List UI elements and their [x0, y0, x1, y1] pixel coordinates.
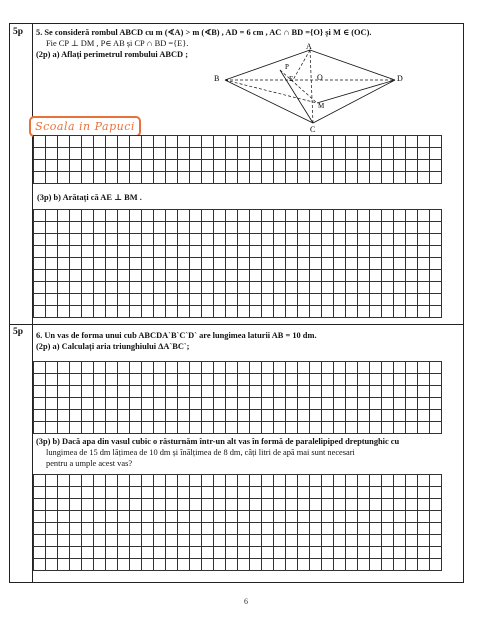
label-C: C	[310, 125, 316, 134]
ex6-part-b-line1: (3p) b) Dacă apa din vasul cubic o răsturnăm într-un alt vas în formă de paralelipiped dreptunghic cu	[36, 437, 400, 446]
label-E: E	[289, 75, 294, 83]
label-D: D	[397, 74, 403, 83]
ex5-statement-line1: 5. Se consideră rombul ABCD cu m (∢A) > m (∢B) , AD = 6 cm , AC ∩ BD ={O} și M ∈ (OC).	[36, 28, 372, 37]
label-A: A	[306, 42, 312, 51]
ex5-part-b: (3p) b) Arătați că AE ⊥ BM .	[37, 193, 142, 202]
rhombus-figure	[205, 40, 420, 140]
answer-grid-6a[interactable]	[33, 361, 442, 434]
page-number: 6	[244, 597, 248, 606]
ex6-part-b-line2: lungimea de 15 dm lățimea de 10 dm și înălțimea de 8 dm, câți litri de apă mai sunt necesari	[46, 448, 355, 457]
ex5-part-a: (2p) a) Aflați perimetrul rombului ABCD ;	[36, 50, 188, 59]
ex5-statement-line2: Fie CP ⊥ DM , P∈ AB și CP ∩ BD ={E}.	[46, 39, 189, 48]
answer-grid-6b[interactable]	[33, 474, 442, 571]
answer-grid-5a[interactable]	[33, 135, 442, 184]
points-column	[10, 24, 33, 582]
label-B: B	[214, 74, 220, 83]
ex6-part-a: (2p) a) Calculați aria triunghiului ΔA`BC`;	[36, 342, 190, 351]
answer-grid-5b[interactable]	[33, 209, 442, 318]
exercise-divider	[10, 324, 463, 325]
watermark-stamp: Scoala in Papuci	[29, 116, 141, 137]
label-P: P	[285, 63, 289, 71]
ex6-part-b-line3: pentru a umple acest vas?	[46, 459, 133, 468]
label-O: O	[317, 73, 323, 82]
points-ex6: 5p	[13, 327, 24, 337]
points-ex5: 5p	[13, 27, 24, 37]
ex6-statement: 6. Un vas de forma unui cub ABCDA`B`C`D` are lungimea laturii AB = 10 dm.	[36, 331, 317, 340]
label-M: M	[318, 102, 325, 110]
